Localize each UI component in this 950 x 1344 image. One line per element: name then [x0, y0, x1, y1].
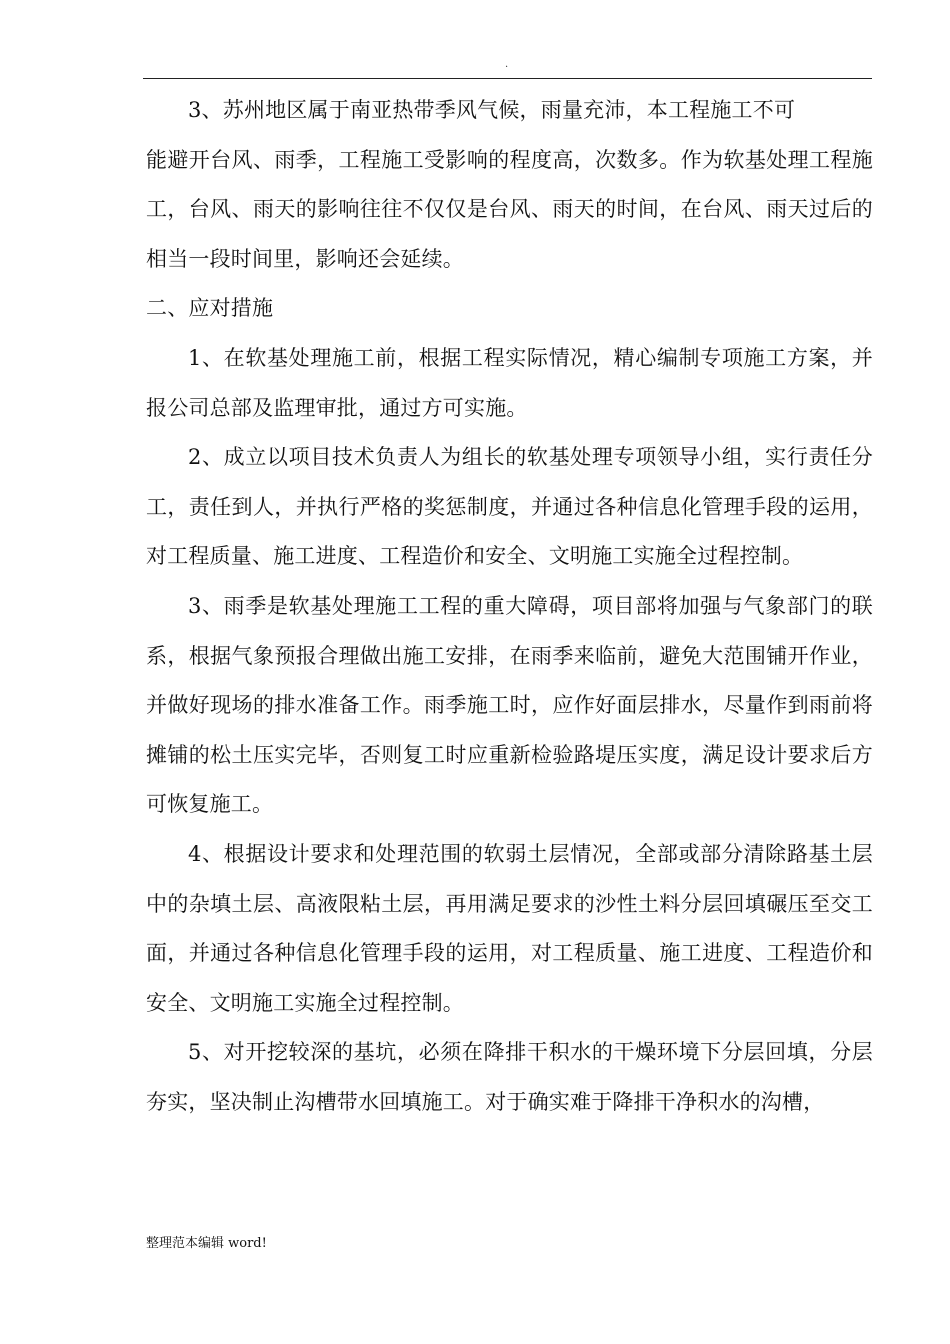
paragraph-6: 4、根据设计要求和处理范围的软弱土层情况，全部或部分清除路基土层中的杂填土层、高液限粘土层，再用满足要求的沙性土料分层回填碾压至交工面，并通过各种信息化管理手段的运用，对工程质量、施工进度、工程造价和安全、文明施工实施全过程控制。 — [146, 841, 873, 1015]
paragraph-4: 2、成立以项目技术负责人为组长的软基处理专项领导小组，实行责任分工，责任到人，并执行严格的奖惩制度，并通过各种信息化管理手段的运用，对工程质量、施工进度、工程造价和安全、文明施工实施全过程控制。 — [146, 445, 873, 569]
document-body — [146, 86, 873, 1127]
paragraph-1: 3、苏州地区属于南亚热带季风气候，雨量充沛，本工程施工不可 — [188, 98, 796, 122]
header-rule — [143, 78, 872, 79]
page-footer: 整理范本编辑 word! — [146, 1236, 267, 1251]
paragraph-5: 3、雨季是软基处理施工工程的重大障碍，项目部将加强与气象部门的联系，根据气象预报合理做出施工安排，在雨季来临前，避免大范围铺开作业，并做好现场的排水准备工作。雨季施工时，应作好面层排水，尽量作到雨前将摊铺的松土压实完毕，否则复工时应重新检验路堤压实度，满足设计要求后方可恢复施工。 — [146, 593, 873, 817]
header-mark: . — [505, 59, 509, 70]
paragraph-7: 5、对开挖较深的基坑，必须在降排干积水的干燥环境下分层回填，分层夯实，坚决制止沟槽带水回填施工。对于确实难于降排干净积水的沟槽， — [146, 1040, 873, 1114]
paragraph-2: 能避开台风、雨季，工程施工受影响的程度高，次数多。作为软基处理工程施工，台风、雨天的影响往往不仅仅是台风、雨天的时间，在台风、雨天过后的相当一段时间里，影响还会延续。 — [146, 147, 873, 271]
paragraph-3: 1、在软基处理施工前，根据工程实际情况，精心编制专项施工方案，并报公司总部及监理审批，通过方可实施。 — [146, 345, 873, 420]
section-heading: 二、应对措施 — [146, 296, 274, 321]
